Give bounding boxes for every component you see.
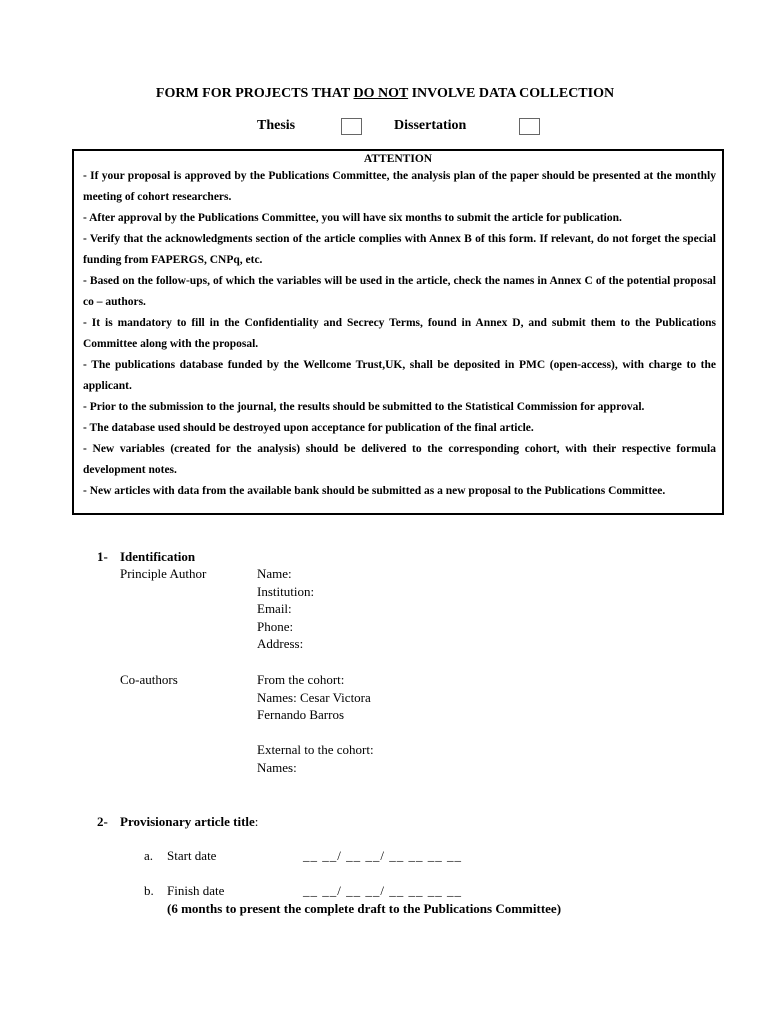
name-field-label: Name:: [257, 566, 292, 581]
attention-item: - The publications database funded by the Wellcome Trust,UK, shall be deposited in PMC (open-access), with charge to the applicant.: [83, 359, 716, 392]
attention-item: - Based on the follow-ups, of which the variables will be used in the article, check the names in Annex C of the potential proposal co – authors.: [83, 275, 716, 308]
email-field-label: Email:: [257, 601, 292, 616]
address-field-label: Address:: [257, 636, 304, 651]
attention-list: [74, 166, 722, 502]
cohort-names: Names: Cesar Victora: [257, 690, 371, 705]
phone-field-label: Phone:: [257, 619, 294, 634]
institution-field-label: Institution:: [257, 584, 315, 599]
dissertation-label: Dissertation: [394, 118, 467, 133]
section-1-heading: Identification: [120, 549, 196, 564]
principal-author-label: Principle Author: [120, 566, 207, 581]
coauthors-label: Co-authors: [120, 672, 178, 687]
from-cohort-label: From the cohort:: [257, 672, 345, 687]
form-title: [0, 86, 770, 102]
external-cohort-label: External to the cohort:: [257, 742, 374, 757]
deadline-note: (6 months to present the complete draft to the Publications Committee): [167, 901, 562, 916]
article-title-colon: :: [254, 814, 259, 829]
finish-date-field[interactable]: __ __/ __ __/ __ __ __ __: [303, 883, 462, 898]
attention-item: - If your proposal is approved by the Publications Committee, the analysis plan of the paper should be presented at the monthly meeting of cohort researchers.: [83, 170, 716, 203]
thesis-label: Thesis: [257, 118, 296, 133]
section-2-number: 2-: [97, 814, 108, 829]
external-names-label: Names:: [257, 760, 297, 775]
attention-item: - New variables (created for the analysis) should be delivered to the corresponding cohort, with their respective formula development notes.: [83, 443, 716, 476]
attention-item: - The database used should be destroyed upon acceptance for publication of the final article.: [83, 422, 534, 434]
attention-item: - Verify that the acknowledgments section of the article complies with Annex B of this form. If relevant, do not forget the special funding from FAPERGS, CNPq, etc.: [83, 233, 716, 266]
attention-item: - Prior to the submission to the journal, the results should be submitted to the Statistical Commission for approval.: [83, 401, 645, 413]
article-title-label: [120, 814, 258, 830]
dissertation-checkbox[interactable]: [519, 118, 540, 135]
attention-heading: ATTENTION: [363, 153, 433, 165]
start-date-letter: a.: [144, 848, 154, 863]
finish-date-letter: b.: [144, 883, 154, 898]
attention-item: - It is mandatory to fill in the Confidentiality and Secrecy Terms, found in Annex D, and submit them to the Publications Committee along with the proposal.: [83, 317, 716, 350]
title-text: FORM FOR PROJECTS THAT: [155, 86, 354, 101]
section-1-number: 1-: [97, 549, 108, 564]
attention-item: - New articles with data from the available bank should be submitted as a new proposal to the Publications Committee.: [83, 485, 666, 497]
finish-date-label: Finish date: [167, 883, 225, 898]
start-date-field[interactable]: __ __/ __ __/ __ __ __ __: [303, 848, 462, 863]
title-text-end: INVOLVE DATA COLLECTION: [408, 86, 615, 101]
title-underlined-text: DO NOT: [353, 86, 409, 101]
attention-item: - After approval by the Publications Committee, you will have six months to submit the article for publication.: [83, 212, 622, 224]
article-title-heading: Provisionary article title: [120, 814, 255, 829]
thesis-checkbox[interactable]: [341, 118, 362, 135]
attention-box: [72, 149, 724, 515]
cohort-names-2: Fernando Barros: [257, 707, 345, 722]
start-date-label: Start date: [167, 848, 217, 863]
